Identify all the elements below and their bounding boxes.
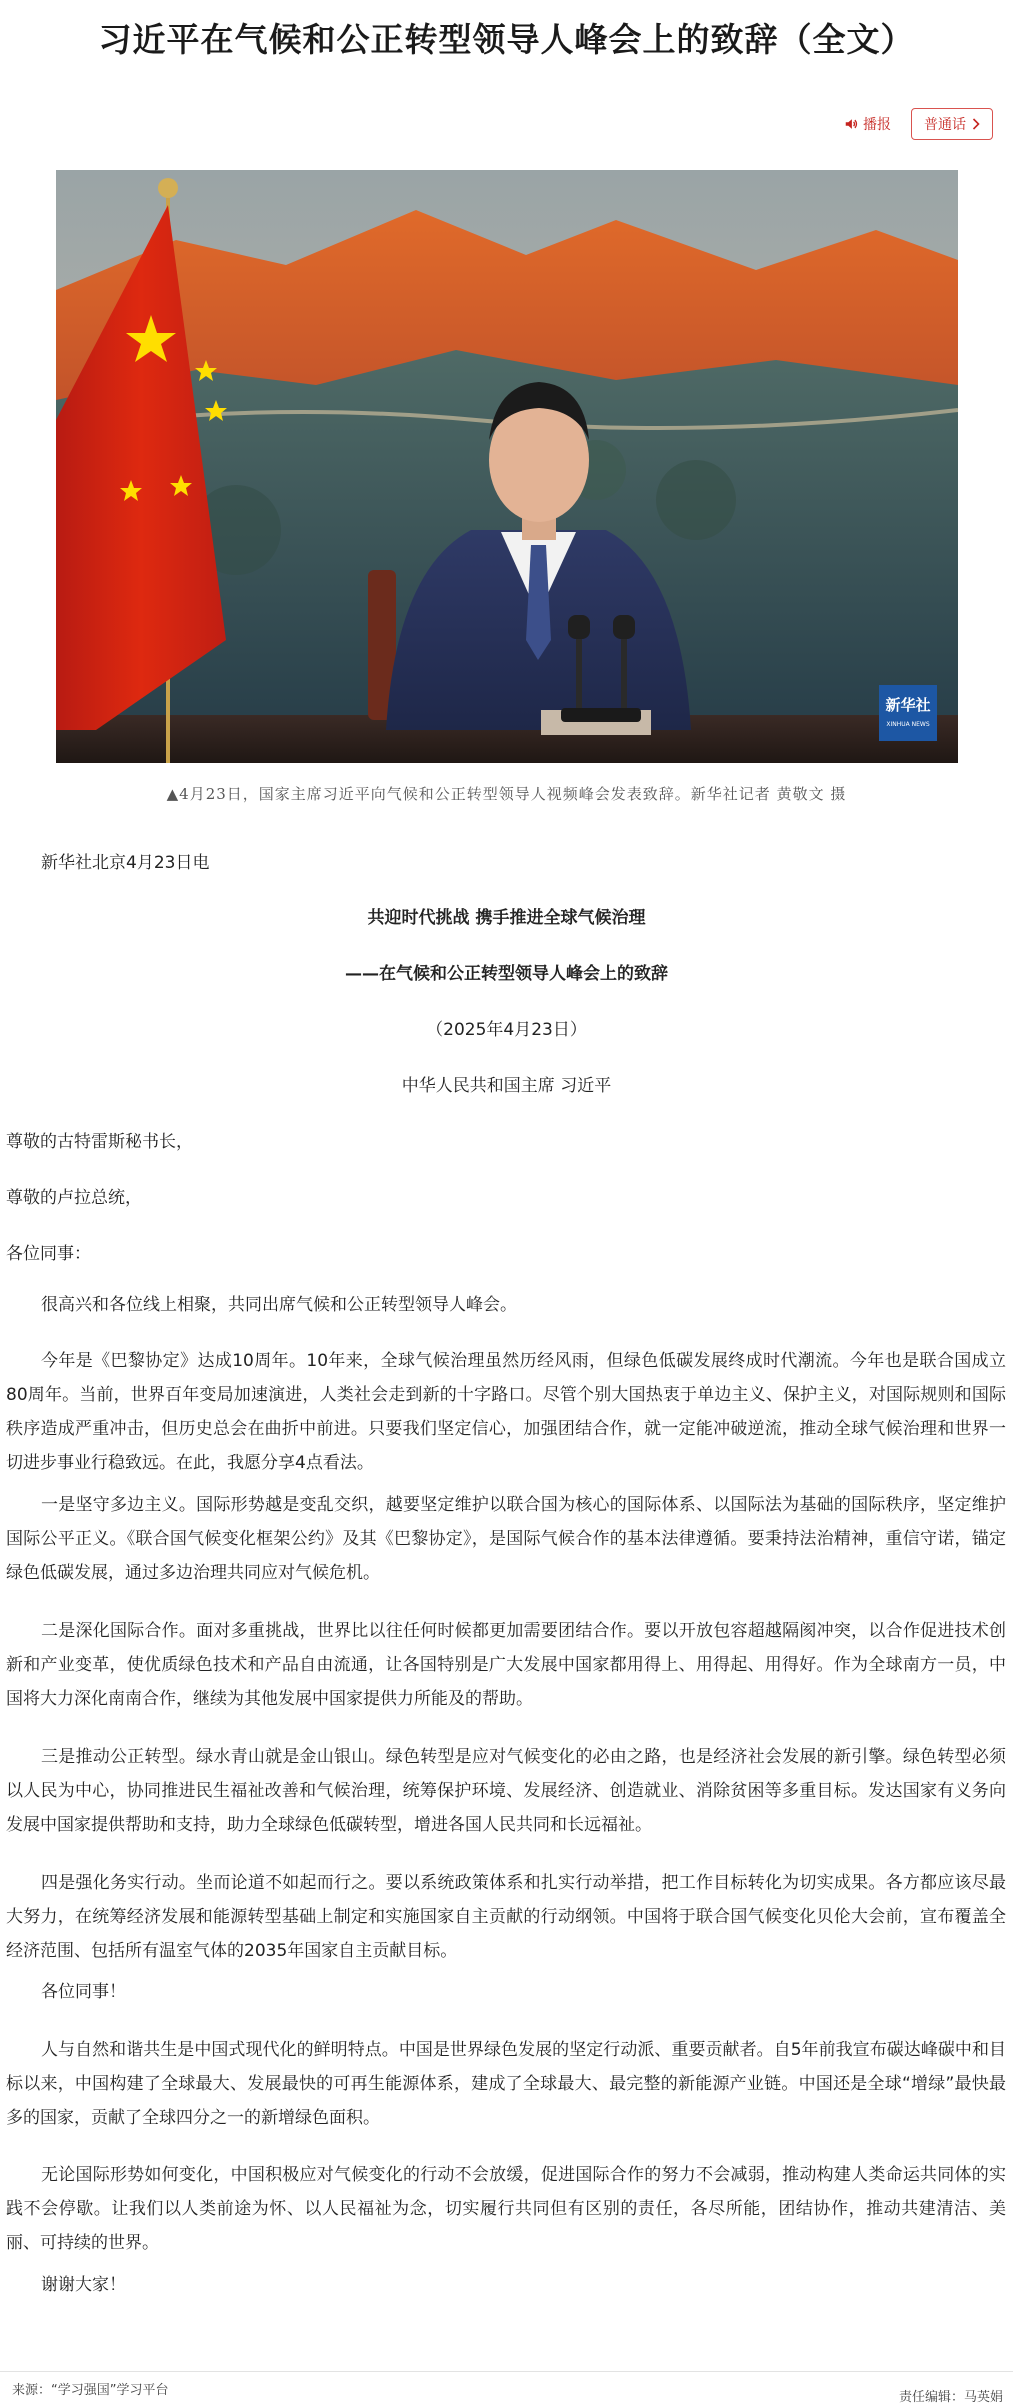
mandarin-label: 普通话 [924,117,966,133]
article-paragraph: 很高兴和各位线上相聚，共同出席气候和公正转型领导人峰会。 [41,1295,517,1315]
greeting-line: 各位同事： [6,1244,91,1264]
article-paragraph: 谢谢大家！ [41,2275,126,2295]
xinhua-logo-text: 新华社 [885,696,931,714]
greeting-line: 尊敬的古特雷斯秘书长， [6,1132,193,1152]
article-actions [844,108,993,140]
report-button[interactable] [844,114,891,134]
article-paragraph: 人与自然和谐共生是中国式现代化的鲜明特点。中国是世界绿色发展的坚定行动派、重要贡献者。自5年前我宣布碳达峰碳中和目标以来，中国构建了全球最大、发展最快的可再生能源体系，建成了全球最大、最完整的新能源产业链。中国还是全球“增绿”最快最多的国家，贡献了全球四分之一的新增绿色面积。 [6,2040,1006,2128]
xinhua-logo-subtext: XINHUA NEWS [886,721,930,728]
article-paragraph: 四是强化务实行动。坐而论道不如起而行之。要以系统政策体系和扎实行动举措，把工作目标转化为切实成果。各方都应该尽最大努力，在统筹经济发展和能源转型基础上制定和实施国家自主贡献的行动纲领。中国将于联合国气候变化贝伦大会前，宣布覆盖全经济范围、包括所有温室气体的2035年国家自主贡献目标。 [6,1873,1006,1961]
speech-headline: 共迎时代挑战 携手推进全球气候治理 [367,908,646,928]
photo-caption: ▲4月23日，国家主席习近平向气候和公正转型领导人视频峰会发表致辞。新华社记者 黄敬文 摄 [166,785,847,803]
speech-date: （2025年4月23日） [426,1020,587,1040]
mandarin-select-button[interactable] [911,108,993,140]
speech-subheadline: ——在气候和公正转型领导人峰会上的致辞 [345,964,668,984]
article-paragraph: 无论国际形势如何变化，中国积极应对气候变化的行动不会放缓，促进国际合作的努力不会减弱，推动构建人类命运共同体的实践不会停歇。让我们以人类前途为怀、以人民福祉为念，切实履行共同但有区别的责任，各尽所能，团结协作，推动共建清洁、美丽、可持续的世界。 [6,2165,1006,2253]
article-photo [56,170,958,763]
article-paragraph: 今年是《巴黎协定》达成10周年。10年来，全球气候治理虽然历经风雨，但绿色低碳发展终成时代潮流。今年也是联合国成立80周年。当前，世界百年变局加速演进，人类社会走到新的十字路口。尽管个别大国热衷于单边主义、保护主义，对国际规则和国际秩序造成严重冲击，但历史总会在曲折中前进。只要我们坚定信心，加强团结合作，就一定能冲破逆流，推动全球气候治理和世界一切进步事业行稳致远。在此，我愿分享4点看法。 [6,1351,1006,1473]
dateline: 新华社北京4月23日电 [41,853,210,873]
article-paragraph: 三是推动公正转型。绿水青山就是金山银山。绿色转型是应对气候变化的必由之路，也是经济社会发展的新引擎。绿色转型必须以人民为中心，协同推进民生福祉改善和气候治理，统筹保护环境、发展经济、创造就业、消除贫困等多重目标。发达国家有义务向发展中国家提供帮助和支持，助力全球绿色低碳转型，增进各国人民共同和长远福祉。 [6,1747,1006,1835]
article-editor: 责任编辑：马英娟 [898,2390,1003,2405]
footer-divider [0,2371,1013,2372]
article-paragraph: 各位同事！ [41,1982,126,2002]
article-source: 来源：“学习强国”学习平台 [12,2383,169,2398]
page-title: 习近平在气候和公正转型领导人峰会上的致辞（全文） [98,20,915,59]
speaker-icon [844,117,858,131]
report-label: 播报 [863,117,891,133]
article-paragraph: 一是坚守多边主义。国际形势越是变乱交织，越要坚定维护以联合国为核心的国际体系、以国际法为基础的国际秩序，坚定维护国际公平正义。《联合国气候变化框架公约》及其《巴黎协定》，是国际气候合作的基本法律遵循。要秉持法治精神，重信守诺，锚定绿色低碳发展，通过多边治理共同应对气候危机。 [6,1495,1006,1583]
chevron-right-icon [972,118,980,130]
speaker-line: 中华人民共和国主席 习近平 [401,1076,612,1096]
article-paragraph: 二是深化国际合作。面对多重挑战，世界比以往任何时候都更加需要团结合作。要以开放包容超越隔阂冲突，以合作促进技术创新和产业变革，使优质绿色技术和产品自由流通，让各国特别是广大发展中国家都用得上、用得起、用得好。作为全球南方一员，中国将大力深化南南合作，继续为其他发展中国家提供力所能及的帮助。 [6,1621,1006,1709]
greeting-line: 尊敬的卢拉总统， [6,1188,142,1208]
